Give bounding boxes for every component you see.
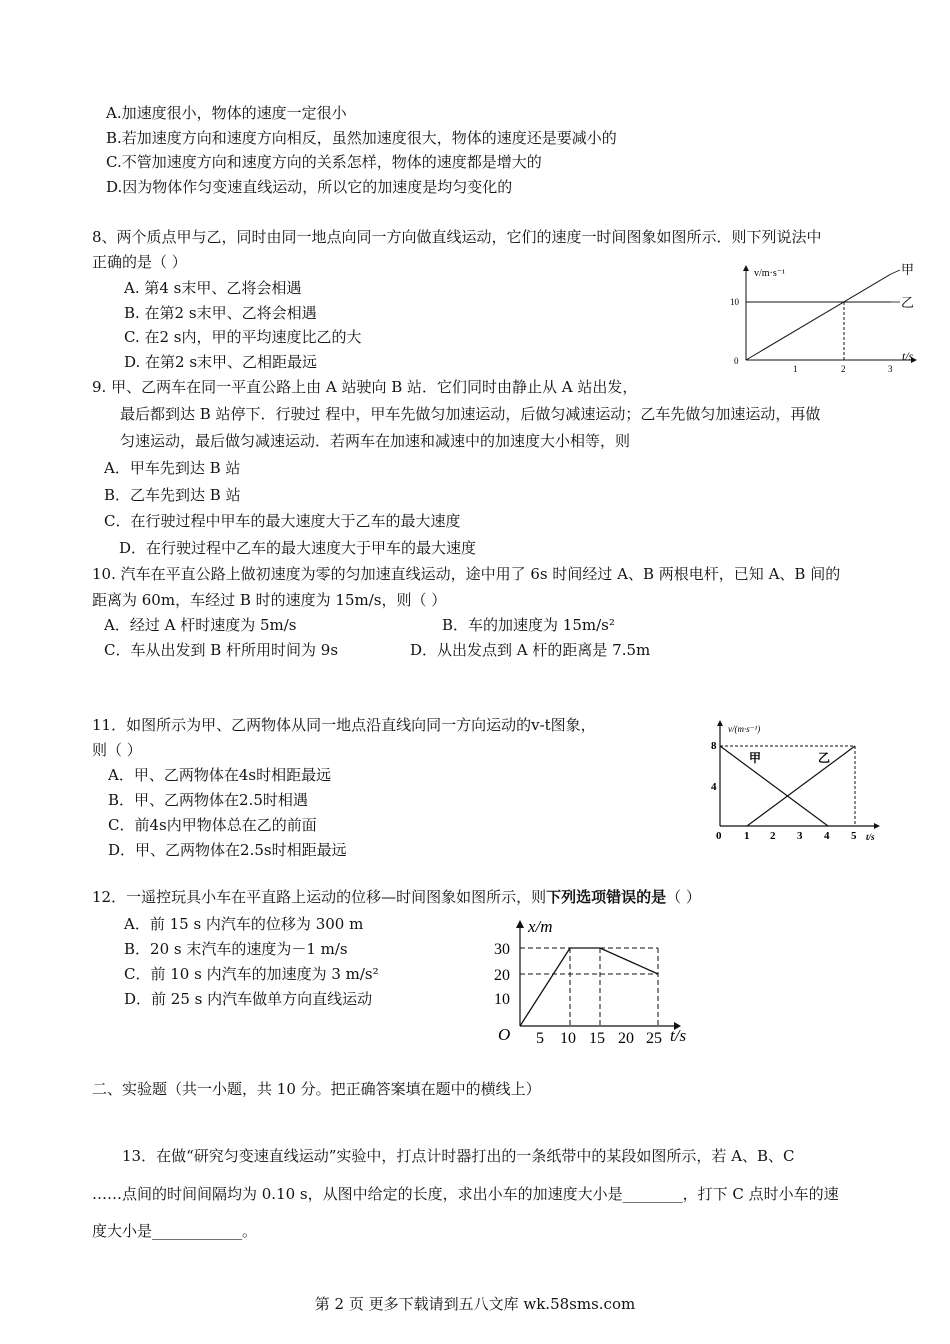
q11-stem-line2: 则（ ） <box>92 741 142 759</box>
q8-xlabel: t/s <box>902 349 914 363</box>
q11-xtick-0: 0 <box>716 830 722 842</box>
q8-jia-leader <box>891 270 900 274</box>
q13-line2: ……点间的时间间隔均为 0.10 s，从图中给定的长度，求出小车的加速度大小是________，打下 C 点时小车的速 <box>92 1185 839 1203</box>
q11-label-yi: 乙 <box>818 751 831 765</box>
q11-option-b: B．甲、乙两物体在2.5时相遇 <box>108 791 308 809</box>
q9-option-b: B．乙车先到达 B 站 <box>104 486 241 504</box>
q11-xtick-1: 1 <box>744 830 750 842</box>
q12-stem-prefix: 12．一遥控玩具小车在平直路上运动的位移—时间图象如图所示，则 <box>92 888 547 906</box>
q9-stem-line3: 匀速运动，最后做匀减速运动．若两车在加速和减速中的加速度大小相等，则 <box>120 432 631 450</box>
q12-ytick-20: 20 <box>494 967 510 984</box>
q11-xtick-3: 3 <box>797 830 803 842</box>
q8-xtick-0: 0 <box>734 356 739 366</box>
q8-label-jia: 甲 <box>901 262 915 277</box>
q12-xt-graph <box>488 912 698 1048</box>
q8-vt-graph <box>728 262 920 374</box>
q12-xtick-25: 25 <box>646 1030 662 1047</box>
q12-stem-bold: 下列选项错误的是 <box>546 888 667 906</box>
q8-xtick-3: 3 <box>888 364 893 374</box>
q8-option-d: D. 在第2 s末甲、乙相距最远 <box>124 353 318 371</box>
q11-option-a: A．甲、乙两物体在4s时相距最远 <box>108 766 332 784</box>
q11-x-arrow <box>874 823 880 829</box>
q12-y-arrow <box>516 920 524 928</box>
q8-ytick-10: 10 <box>730 297 739 307</box>
q8-ylabel: v/m·s⁻¹ <box>754 268 786 279</box>
q8-option-b: B. 在第2 s末甲、乙将会相遇 <box>124 304 317 322</box>
q12-option-c: C．前 10 s 内汽车的加速度为 3 m/s² <box>124 965 379 983</box>
q8-option-c: C. 在2 s内，甲的平均速度比乙的大 <box>124 328 362 346</box>
q11-label-jia: 甲 <box>749 751 762 765</box>
q11-option-d: D．甲、乙两物体在2.5s时相距最远 <box>108 841 347 859</box>
q10-option-b: B．车的加速度为 15m/s² <box>442 616 615 634</box>
q12-xtick-5: 5 <box>536 1030 544 1047</box>
q13-line3: 度大小是____________。 <box>92 1222 258 1240</box>
section2-heading: 二、实验题（共一小题，共 10 分。把正确答案填在题中的横线上） <box>92 1080 541 1098</box>
q12-stem-suffix: （ ） <box>666 888 701 906</box>
q11-xlabel: t/s <box>866 832 875 842</box>
q8-xtick-1: 1 <box>793 364 798 374</box>
q11-y-arrow <box>717 720 723 726</box>
q8-option-a: A. 第4 s末甲、乙将会相遇 <box>124 279 302 297</box>
q11-ytick-8: 8 <box>711 740 717 752</box>
q7-option-c: C.不管加速度方向和速度方向的关系怎样，物体的速度都是增大的 <box>106 153 542 171</box>
q8-series-jia-line <box>746 274 891 360</box>
q11-option-c: C．前4s内甲物体总在乙的前面 <box>108 816 317 834</box>
page-footer: 第 2 页 更多下载请到五八文库 wk.58sms.com <box>314 1295 636 1313</box>
q12-ytick-30: 30 <box>494 941 510 958</box>
q10-stem-line2: 距离为 60m，车经过 B 时的速度为 15m/s，则（ ） <box>92 591 447 609</box>
q11-series-yi-line <box>747 746 855 826</box>
q10-option-a: A．经过 A 杆时速度为 5m/s <box>104 616 297 634</box>
q8-label-yi: 乙 <box>901 295 915 310</box>
q11-vt-graph <box>710 718 885 848</box>
q12-xtick-20: 20 <box>618 1030 634 1047</box>
q13-line1: 13．在做“研究匀变速直线运动”实验中，打点计时器打出的一条纸带中的某段如图所示，若 A、B、C <box>122 1147 795 1165</box>
q9-stem-line1: 9. 甲、乙两车在同一平直公路上由 A 站驶向 B 站．它们同时由静止从 A 站出发， <box>92 378 638 396</box>
q7-option-d: D.因为物体作匀变速直线运动，所以它的加速度是均匀变化的 <box>106 178 513 196</box>
q8-y-arrow <box>743 265 749 271</box>
q11-xtick-4: 4 <box>824 830 830 842</box>
q8-stem-line1: 8、两个质点甲与乙，同时由同一地点向同一方向做直线运动，它们的速度一时间图象如图所示．则下列说法中 <box>92 228 822 246</box>
q12-option-d: D．前 25 s 内汽车做单方向直线运动 <box>124 990 373 1008</box>
q8-stem-line2: 正确的是（ ） <box>92 253 187 271</box>
q11-ylabel: v/(m·s⁻¹) <box>728 724 761 734</box>
q10-option-c: C．车从出发到 B 杆所用时间为 9s <box>104 641 339 659</box>
q11-stem-line1: 11．如图所示为甲、乙两物体从同一地点沿直线向同一方向运动的v-t图象， <box>92 716 596 734</box>
q9-option-c: C．在行驶过程中甲车的最大速度大于乙车的最大速度 <box>104 512 461 530</box>
q11-xtick-5: 5 <box>851 830 857 842</box>
q11-xtick-2: 2 <box>770 830 776 842</box>
q12-ytick-10: 10 <box>494 991 510 1008</box>
q8-xtick-2: 2 <box>841 364 846 374</box>
q10-option-d: D．从出发点到 A 杆的距离是 7.5m <box>410 641 651 659</box>
q12-ylabel: x/m <box>528 917 553 936</box>
q10-stem-line1: 10. 汽车在平直公路上做初速度为零的匀加速直线运动，途中用了 6s 时间经过 A、B 两根电杆，已知 A、B 间的 <box>92 565 841 583</box>
q11-ytick-4: 4 <box>711 781 717 793</box>
q12-option-b: B．20 s 末汽车的速度为－1 m/s <box>124 940 348 958</box>
q7-option-a: A.加速度很小，物体的速度一定很小 <box>106 104 347 122</box>
q12-origin: O <box>498 1025 511 1044</box>
q9-stem-line2: 最后都到达 B 站停下．行驶过 程中，甲车先做匀加速运动，后做匀减速运动；乙车先做匀加速运动，再做 <box>120 405 821 423</box>
q12-xtick-15: 15 <box>589 1030 605 1047</box>
q9-option-d: D．在行驶过程中乙车的最大速度大于甲车的最大速度 <box>119 539 477 557</box>
q12-position-line <box>520 948 658 1026</box>
q9-option-a: A．甲车先到达 B 站 <box>104 459 241 477</box>
q12-xlabel: t/s <box>670 1026 687 1045</box>
q12-stem <box>92 887 701 907</box>
q7-option-b: B.若加速度方向和速度方向相反，虽然加速度很大，物体的速度还是要减小的 <box>106 129 617 147</box>
q12-option-a: A．前 15 s 内汽车的位移为 300 m <box>124 915 364 933</box>
q11-series-jia-line <box>720 746 831 826</box>
q12-xtick-10: 10 <box>560 1030 576 1047</box>
